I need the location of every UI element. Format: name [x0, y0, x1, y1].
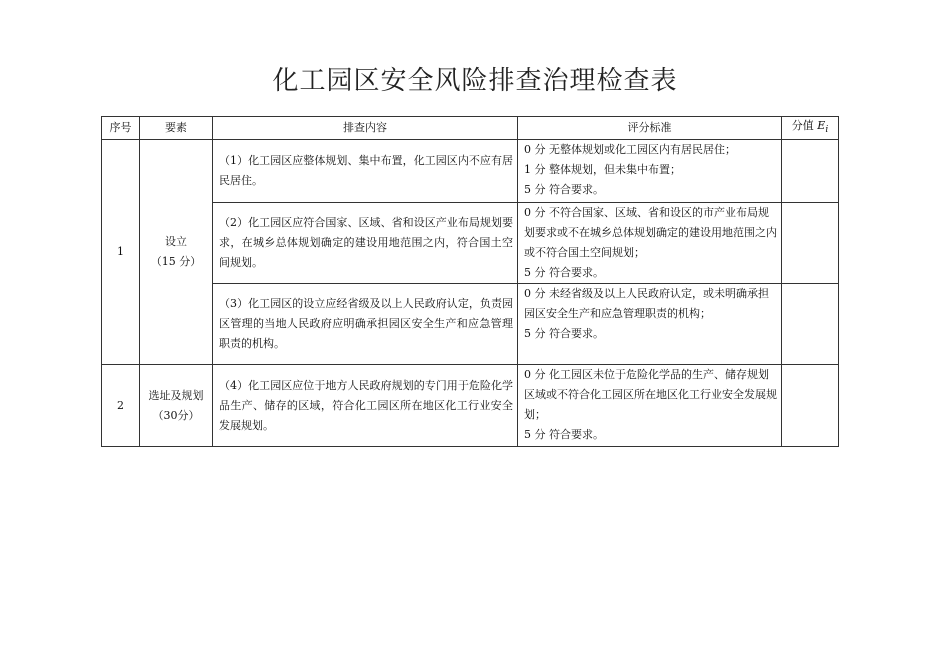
- table-row: [102, 203, 839, 284]
- element-points: （30分）: [152, 408, 200, 422]
- checklist-table: [101, 116, 839, 447]
- item-content-text: （2）化工园区应符合国家、区域、省和设区产业布局规划要求，在城乡总体规划确定的建设用地范围之内，符合国土空间规划。: [219, 216, 513, 269]
- item-content: [213, 140, 518, 203]
- header-score-var: E: [817, 119, 826, 132]
- item-content: [213, 365, 518, 447]
- item-content-text: （1）化工园区应整体规划、集中布置，化工园区内不应有居民居住。: [219, 154, 513, 187]
- item-criteria: [518, 203, 782, 284]
- criteria-line: 0 分 无整体规划或化工园区内有居民居住；: [524, 143, 736, 156]
- header-no: 序号: [102, 117, 140, 140]
- table-row: [102, 140, 839, 203]
- header-element: 要素: [140, 117, 213, 140]
- group-no: 1: [102, 140, 140, 365]
- criteria-line: 1 分 整体规划，但未集中布置；: [524, 163, 681, 176]
- element-label: 选址及规划: [148, 388, 204, 402]
- item-criteria: [518, 140, 782, 203]
- document-title: 化工园区安全风险排查治理检查表: [272, 66, 678, 96]
- item-score[interactable]: [782, 203, 839, 284]
- item-score[interactable]: [782, 140, 839, 203]
- header-score-label: 分值: [791, 119, 814, 132]
- header-score: [782, 117, 839, 140]
- item-content-text: （3）化工园区的设立应经省级及以上人民政府认定，负责园区管理的当地人民政府应明确承担园区安全生产和应急管理职责的机构。: [219, 297, 513, 350]
- element-label: 设立: [165, 235, 187, 248]
- criteria-line: 0 分 未经省级及以上人民政府认定，或未明确承担园区安全生产和应急管理职责的机构；: [524, 287, 769, 320]
- item-content-text: （4）化工园区应位于地方人民政府规划的专门用于危险化学品生产、储存的区域，符合化工园区所在地区化工行业安全发展规划。: [219, 378, 513, 432]
- item-content: [213, 203, 518, 284]
- table-row: [102, 365, 839, 447]
- criteria-line: 0 分 不符合国家、区域、省和设区的市产业布局规划要求或不在城乡总体规划确定的建设用地范围之内或不符合国土空间规划；: [524, 206, 777, 259]
- criteria-line: 5 分 符合要求。: [524, 183, 604, 196]
- group-element: [140, 365, 213, 447]
- header-criteria: 评分标准: [518, 117, 782, 140]
- item-criteria: [518, 284, 782, 365]
- criteria-line: 0 分 化工园区未位于危险化学品的生产、储存规划区域或不符合化工园区所在地区化工行业安全发展规划；: [524, 368, 777, 421]
- header-content: 排查内容: [213, 117, 518, 140]
- item-criteria: [518, 365, 782, 447]
- table-row: [102, 284, 839, 365]
- element-points: （15 分）: [150, 255, 202, 268]
- item-content: [213, 284, 518, 365]
- criteria-line: 5 分 符合要求。: [524, 428, 604, 441]
- table-header-row: [102, 117, 839, 140]
- criteria-line: 5 分 符合要求。: [524, 327, 604, 340]
- criteria-line: 5 分 符合要求。: [524, 266, 604, 279]
- group-element: [140, 140, 213, 365]
- header-score-sub: i: [825, 125, 829, 135]
- item-score[interactable]: [782, 365, 839, 447]
- group-no: 2: [102, 365, 140, 447]
- item-score[interactable]: [782, 284, 839, 365]
